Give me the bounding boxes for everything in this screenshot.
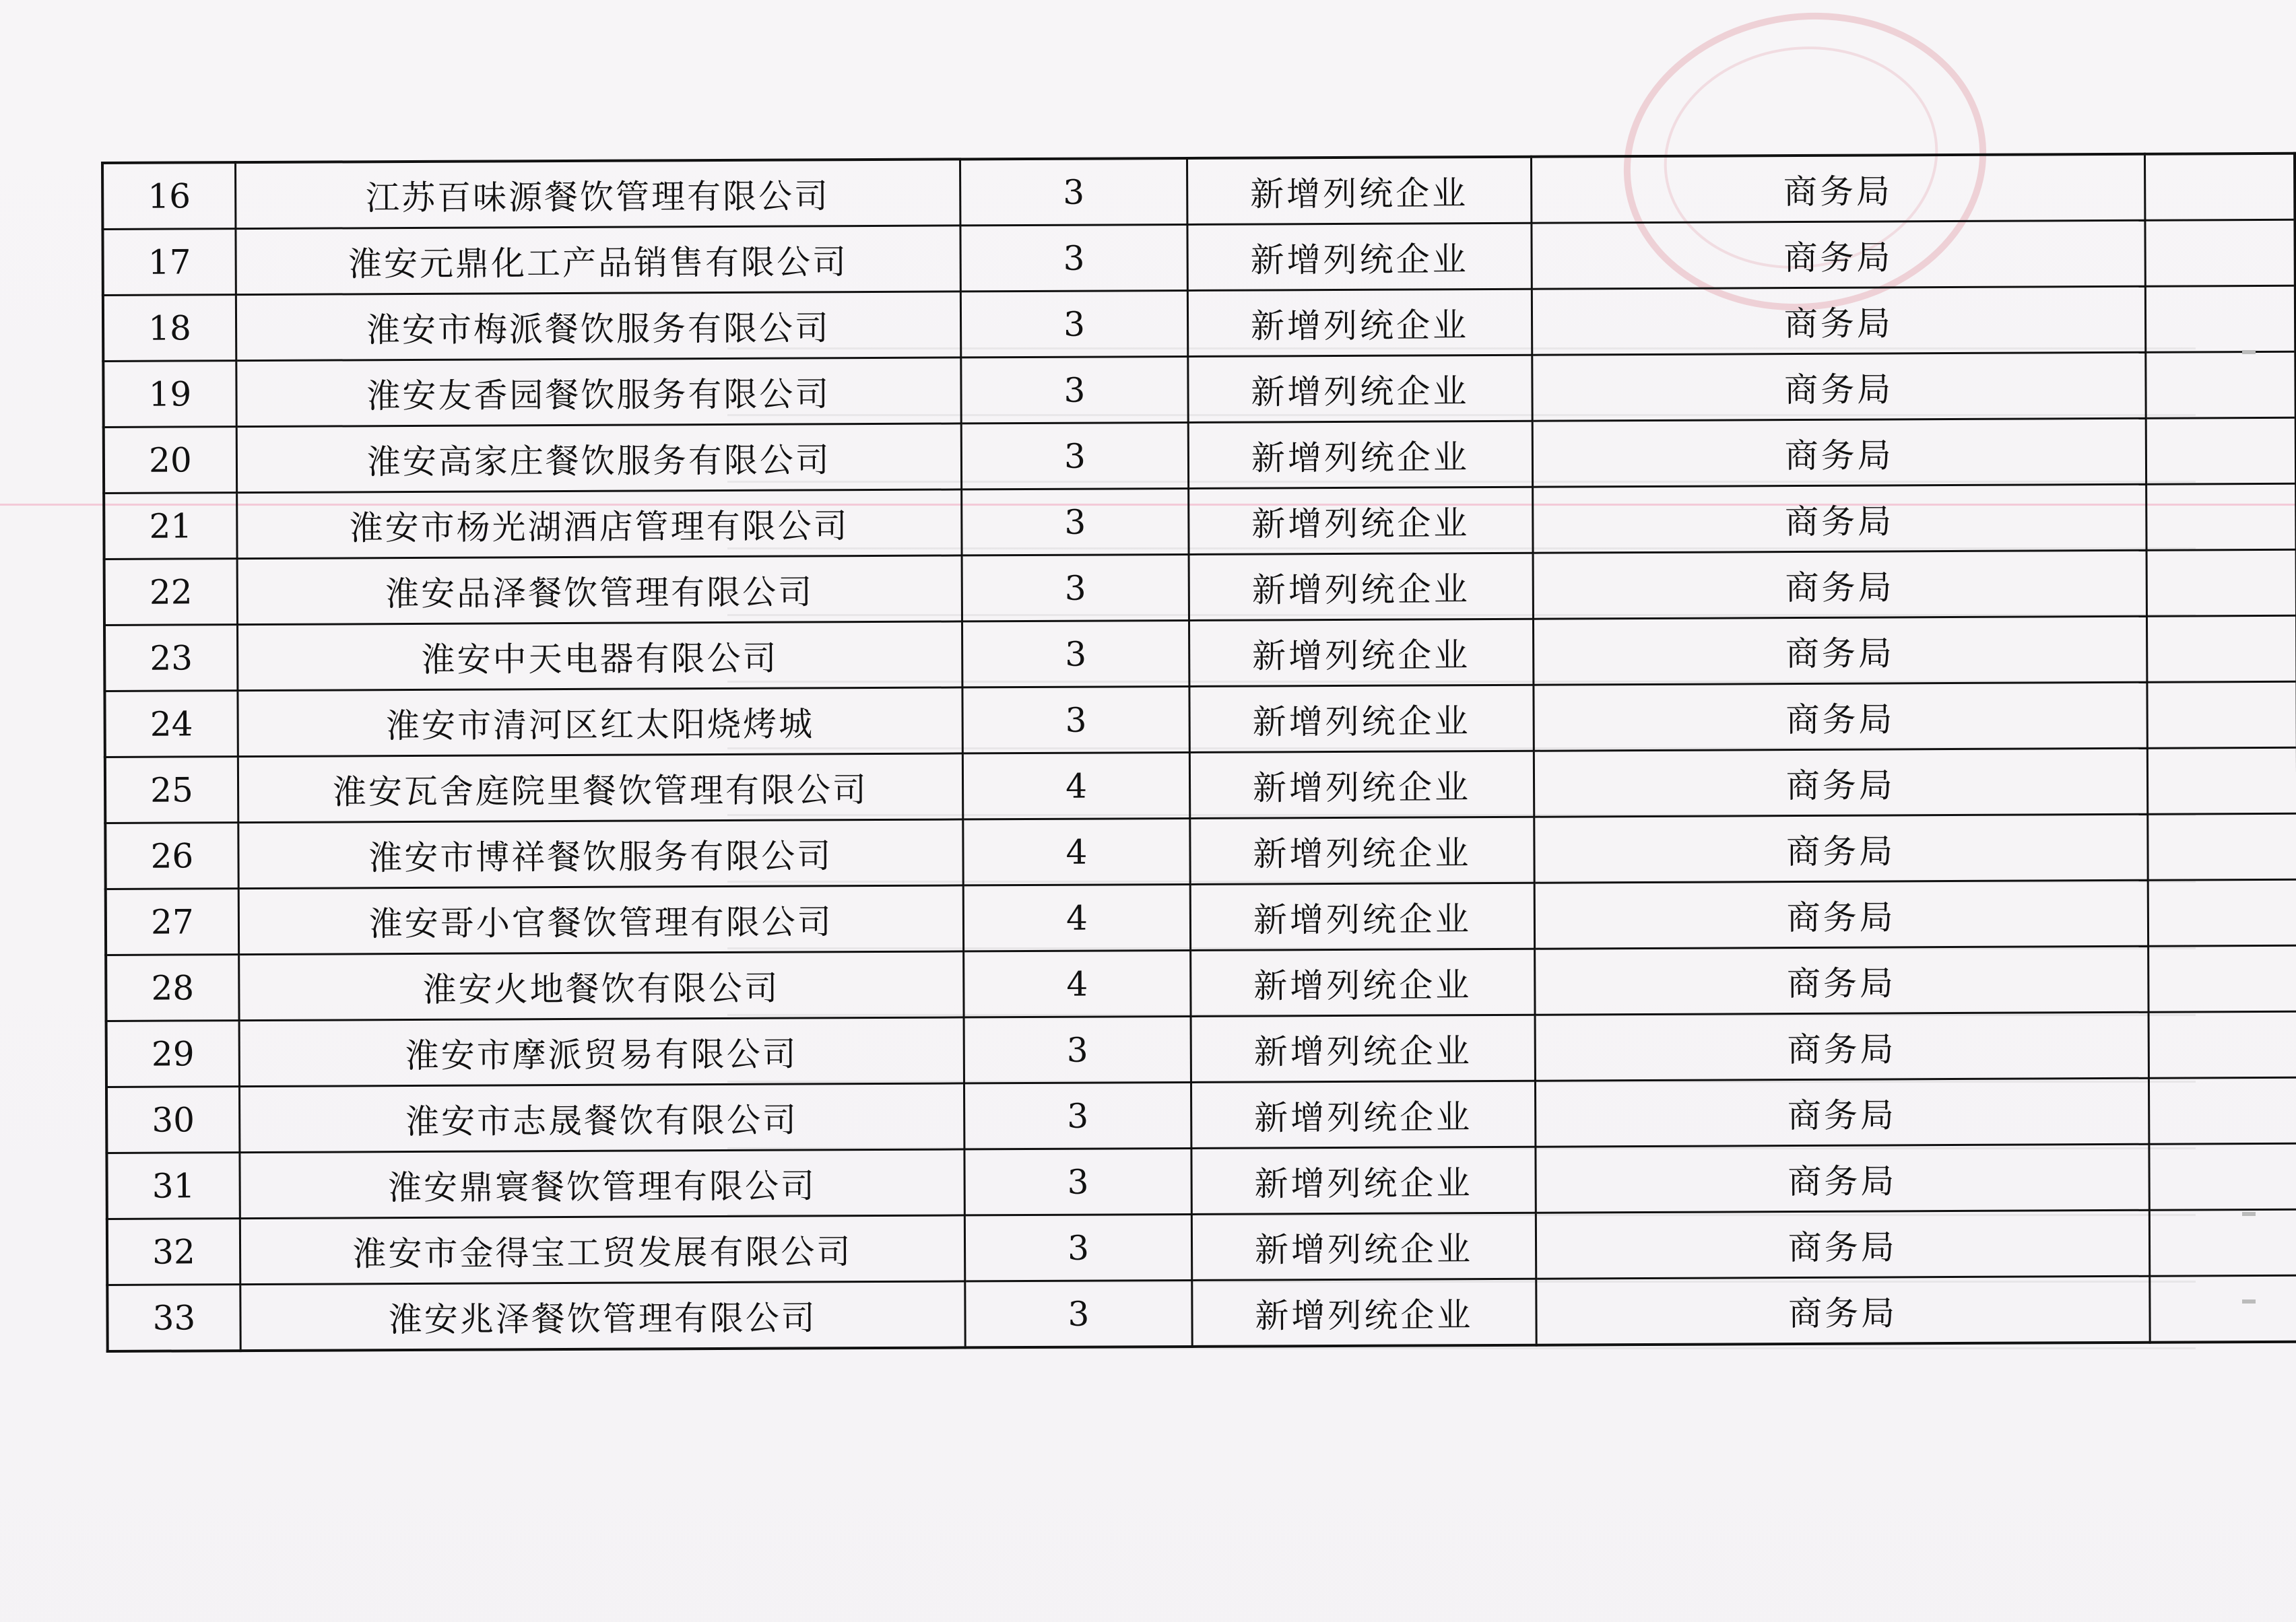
- enterprise-subsidy-table: [101, 152, 2296, 1353]
- table-row: [104, 549, 2296, 625]
- responsible-department: 商务局: [1536, 1210, 2149, 1279]
- responsible-department: 商务局: [1534, 748, 2147, 817]
- note-cell: [2149, 1077, 2296, 1144]
- row-number: 22: [104, 559, 238, 626]
- award-amount: 4: [963, 818, 1191, 885]
- note-cell: [2147, 747, 2296, 814]
- award-amount: 4: [962, 752, 1190, 819]
- enterprise-category: 新增列统企业: [1187, 223, 1532, 290]
- responsible-department: 商务局: [1535, 1012, 2149, 1081]
- company-name: 淮安友香园餐饮服务有限公司: [236, 358, 961, 427]
- responsible-department: 商务局: [1535, 1078, 2149, 1147]
- company-name: 淮安鼎寰餐饮管理有限公司: [240, 1149, 964, 1219]
- row-number: 29: [106, 1021, 240, 1087]
- enterprise-category: 新增列统企业: [1191, 1147, 1536, 1214]
- note-cell: [2149, 1011, 2296, 1078]
- document-table-wrapper: [101, 152, 2296, 1353]
- table-row: [104, 615, 2296, 691]
- note-cell: [2145, 285, 2295, 352]
- company-name: 淮安市清河区红太阳烧烤城: [238, 687, 962, 757]
- enterprise-category: 新增列统企业: [1192, 1279, 1536, 1347]
- note-cell: [2147, 813, 2296, 880]
- enterprise-category: 新增列统企业: [1190, 817, 1534, 884]
- award-amount: 3: [960, 290, 1188, 357]
- row-number: 30: [106, 1087, 240, 1153]
- table-row: [106, 1077, 2296, 1153]
- responsible-department: 商务局: [1532, 418, 2146, 487]
- responsible-department: 商务局: [1532, 220, 2145, 289]
- note-cell: [2149, 1143, 2296, 1210]
- row-number: 19: [103, 361, 236, 428]
- award-amount: 3: [961, 488, 1189, 555]
- award-amount: 3: [965, 1280, 1193, 1347]
- table-row: [106, 1011, 2296, 1087]
- note-cell: [2146, 549, 2296, 616]
- table-row: [104, 417, 2296, 493]
- enterprise-category: 新增列统企业: [1189, 487, 1533, 554]
- company-name: 淮安市梅派餐饮服务有限公司: [236, 292, 960, 361]
- note-cell: [2148, 945, 2296, 1012]
- award-amount: 3: [964, 1214, 1192, 1281]
- row-number: 27: [106, 889, 239, 955]
- margin-speck: [2242, 1299, 2256, 1304]
- award-amount: 3: [962, 686, 1190, 753]
- company-name: 淮安市博祥餐饮服务有限公司: [238, 819, 963, 889]
- row-number: 24: [104, 691, 238, 757]
- enterprise-category: 新增列统企业: [1191, 1015, 1535, 1082]
- award-amount: 4: [963, 884, 1191, 951]
- responsible-department: 商务局: [1533, 550, 2146, 619]
- row-number: 17: [102, 229, 236, 296]
- row-number: 26: [105, 823, 238, 889]
- enterprise-category: 新增列统企业: [1188, 421, 1532, 488]
- table-row: [102, 154, 2295, 230]
- row-number: 32: [107, 1219, 240, 1285]
- note-cell: [2149, 1209, 2296, 1276]
- company-name: 淮安高家庄餐饮服务有限公司: [236, 424, 961, 493]
- row-number: 21: [104, 493, 237, 560]
- note-cell: [2146, 615, 2296, 682]
- company-name: 淮安兆泽餐饮管理有限公司: [240, 1281, 965, 1351]
- company-name: 淮安市金得宝工贸发展有限公司: [240, 1215, 964, 1285]
- award-amount: 3: [960, 224, 1188, 291]
- enterprise-category: 新增列统企业: [1190, 883, 1534, 950]
- responsible-department: 商务局: [1532, 286, 2145, 355]
- note-cell: [2146, 417, 2296, 484]
- award-amount: 3: [962, 620, 1189, 687]
- award-amount: 3: [964, 1082, 1191, 1149]
- note-cell: [2146, 483, 2296, 550]
- company-name: 淮安火地餐饮有限公司: [239, 951, 964, 1021]
- enterprise-category: 新增列统企业: [1189, 685, 1534, 752]
- responsible-department: 商务局: [1536, 1276, 2149, 1345]
- table-row: [103, 285, 2295, 361]
- table-row: [106, 945, 2296, 1021]
- note-cell: [2145, 351, 2295, 418]
- row-number: 16: [102, 162, 236, 229]
- margin-speck: [2242, 1212, 2256, 1216]
- margin-speck: [2242, 350, 2256, 354]
- enterprise-category: 新增列统企业: [1191, 949, 1535, 1016]
- note-cell: [2147, 681, 2296, 748]
- award-amount: 3: [962, 554, 1189, 621]
- enterprise-category: 新增列统企业: [1187, 157, 1532, 225]
- company-name: 淮安瓦舍庭院里餐饮管理有限公司: [238, 753, 962, 823]
- award-amount: 4: [963, 950, 1191, 1017]
- company-name: 淮安哥小官餐饮管理有限公司: [238, 885, 963, 955]
- table-row: [105, 747, 2296, 823]
- table-row: [106, 1143, 2296, 1219]
- row-number: 23: [104, 625, 238, 691]
- table-row: [107, 1209, 2296, 1285]
- enterprise-category: 新增列统企业: [1192, 1213, 1536, 1280]
- table-row: [107, 1275, 2296, 1351]
- enterprise-category: 新增列统企业: [1191, 1081, 1536, 1148]
- company-name: 淮安市杨光湖酒店管理有限公司: [237, 489, 962, 559]
- company-name: 江苏百味源餐饮管理有限公司: [235, 159, 960, 228]
- note-cell: [2148, 879, 2296, 946]
- row-number: 28: [106, 955, 239, 1021]
- responsible-department: 商务局: [1532, 352, 2146, 421]
- enterprise-category: 新增列统企业: [1189, 619, 1534, 686]
- enterprise-category: 新增列统企业: [1188, 289, 1532, 356]
- award-amount: 3: [964, 1016, 1191, 1083]
- row-number: 18: [103, 295, 236, 362]
- responsible-department: 商务局: [1534, 880, 2148, 949]
- note-cell: [2149, 1275, 2296, 1342]
- responsible-department: 商务局: [1531, 154, 2144, 223]
- enterprise-category: 新增列统企业: [1190, 751, 1534, 818]
- table-row: [103, 351, 2295, 427]
- table-row: [104, 483, 2296, 559]
- company-name: 淮安品泽餐饮管理有限公司: [237, 555, 962, 625]
- table-row: [105, 813, 2296, 889]
- table-row: [104, 681, 2296, 757]
- row-number: 25: [105, 757, 238, 823]
- company-name: 淮安市志晟餐饮有限公司: [239, 1083, 964, 1153]
- award-amount: 3: [960, 158, 1187, 226]
- row-number: 33: [107, 1285, 240, 1351]
- award-amount: 3: [964, 1148, 1192, 1215]
- row-number: 31: [106, 1153, 240, 1219]
- award-amount: 3: [961, 356, 1189, 423]
- responsible-department: 商务局: [1534, 946, 2148, 1015]
- note-cell: [2145, 219, 2295, 286]
- table-row: [102, 219, 2295, 295]
- responsible-department: 商务局: [1534, 682, 2147, 751]
- company-name: 淮安中天电器有限公司: [237, 621, 962, 691]
- enterprise-category: 新增列统企业: [1188, 355, 1532, 422]
- responsible-department: 商务局: [1533, 616, 2146, 685]
- company-name: 淮安元鼎化工产品销售有限公司: [236, 226, 960, 295]
- table-row: [106, 879, 2296, 955]
- responsible-department: 商务局: [1532, 484, 2146, 553]
- company-name: 淮安市摩派贸易有限公司: [239, 1017, 964, 1087]
- note-cell: [2144, 154, 2295, 220]
- row-number: 20: [104, 427, 237, 494]
- table-body: [102, 154, 2296, 1351]
- responsible-department: 商务局: [1534, 814, 2148, 883]
- responsible-department: 商务局: [1536, 1144, 2149, 1213]
- award-amount: 3: [961, 422, 1189, 489]
- enterprise-category: 新增列统企业: [1189, 553, 1533, 620]
